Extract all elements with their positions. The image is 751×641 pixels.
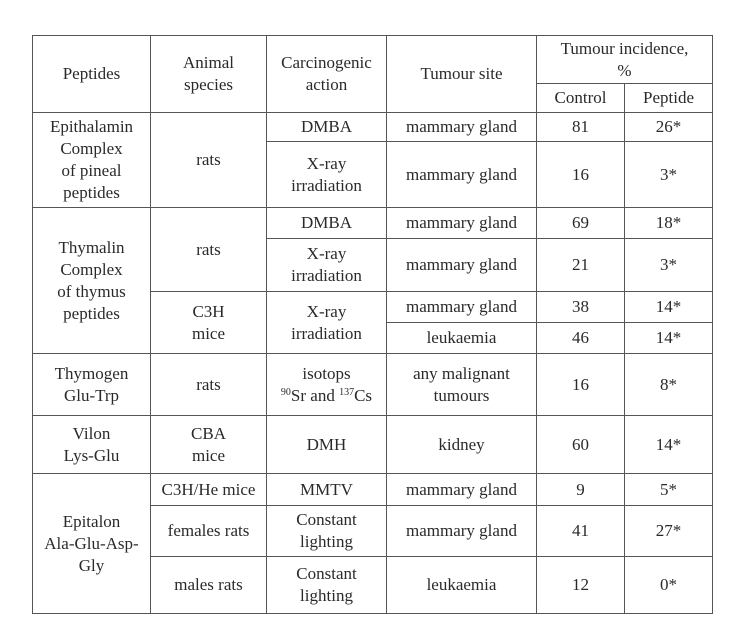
- site-cell: mammary gland: [387, 142, 537, 208]
- action-cell: X-ray irradiation: [267, 142, 387, 208]
- action-cell: X-ray irradiation: [267, 292, 387, 354]
- action-cell: DMBA: [267, 208, 387, 239]
- control-value: 41: [537, 506, 625, 557]
- species-cell: rats: [151, 208, 267, 292]
- site-cell: mammary gland: [387, 208, 537, 239]
- control-value: 16: [537, 354, 625, 416]
- action-cell: X-ray irradiation: [267, 239, 387, 292]
- species-cell: C3H/He mice: [151, 474, 267, 506]
- peptide-value: 3*: [625, 142, 713, 208]
- peptide-value: 0*: [625, 557, 713, 614]
- peptide-value: 26*: [625, 113, 713, 142]
- control-value: 9: [537, 474, 625, 506]
- control-value: 69: [537, 208, 625, 239]
- peptide-value: 27*: [625, 506, 713, 557]
- header-tumour-incidence: Tumour incidence, %: [537, 36, 713, 84]
- action-cell: DMBA: [267, 113, 387, 142]
- header-tumour-site: Tumour site: [387, 36, 537, 113]
- header-peptides: Peptides: [33, 36, 151, 113]
- control-value: 81: [537, 113, 625, 142]
- group-thymalin: Thymalin Complex of thymus peptides: [33, 208, 151, 354]
- species-cell: rats: [151, 113, 267, 208]
- site-cell: leukaemia: [387, 557, 537, 614]
- group-epitalon: Epitalon Ala-Glu-Asp- Gly: [33, 474, 151, 614]
- table-row: [33, 113, 713, 142]
- site-cell: any malignant tumours: [387, 354, 537, 416]
- site-cell: kidney: [387, 416, 537, 474]
- action-cell: isotops $^{90}$Sr and $^{137}$Cs: [267, 354, 387, 416]
- site-cell: mammary gland: [387, 292, 537, 323]
- group-epithalamin: Epithalamin Complex of pineal peptides: [33, 113, 151, 208]
- species-cell: CBA mice: [151, 416, 267, 474]
- site-cell: mammary gland: [387, 474, 537, 506]
- peptide-value: 14*: [625, 416, 713, 474]
- header-animal-species: Animal species: [151, 36, 267, 113]
- tumour-incidence-table: [32, 35, 713, 614]
- control-value: 60: [537, 416, 625, 474]
- control-value: 38: [537, 292, 625, 323]
- control-value: 21: [537, 239, 625, 292]
- header-control: Control: [537, 84, 625, 113]
- site-cell: mammary gland: [387, 506, 537, 557]
- control-value: 12: [537, 557, 625, 614]
- site-cell: mammary gland: [387, 239, 537, 292]
- peptide-value: 5*: [625, 474, 713, 506]
- peptide-value: 3*: [625, 239, 713, 292]
- species-cell: C3H mice: [151, 292, 267, 354]
- species-cell: females rats: [151, 506, 267, 557]
- peptide-value: 14*: [625, 292, 713, 323]
- site-cell: leukaemia: [387, 323, 537, 354]
- peptide-value: 18*: [625, 208, 713, 239]
- action-cell: MMTV: [267, 474, 387, 506]
- table-row: [33, 354, 713, 416]
- species-cell: rats: [151, 354, 267, 416]
- table-row: [33, 208, 713, 239]
- peptide-value: 8*: [625, 354, 713, 416]
- group-thymogen: Thymogen Glu-Trp: [33, 354, 151, 416]
- control-value: 16: [537, 142, 625, 208]
- group-vilon: Vilon Lys-Glu: [33, 416, 151, 474]
- control-value: 46: [537, 323, 625, 354]
- header-row: [33, 36, 713, 84]
- action-cell: Constant lighting: [267, 506, 387, 557]
- species-cell: males rats: [151, 557, 267, 614]
- site-cell: mammary gland: [387, 113, 537, 142]
- action-cell: Constant lighting: [267, 557, 387, 614]
- table-row: [33, 474, 713, 506]
- header-peptide: Peptide: [625, 84, 713, 113]
- peptide-value: 14*: [625, 323, 713, 354]
- header-carcinogenic-action: Carcinogenic action: [267, 36, 387, 113]
- action-cell: DMH: [267, 416, 387, 474]
- table-row: [33, 416, 713, 474]
